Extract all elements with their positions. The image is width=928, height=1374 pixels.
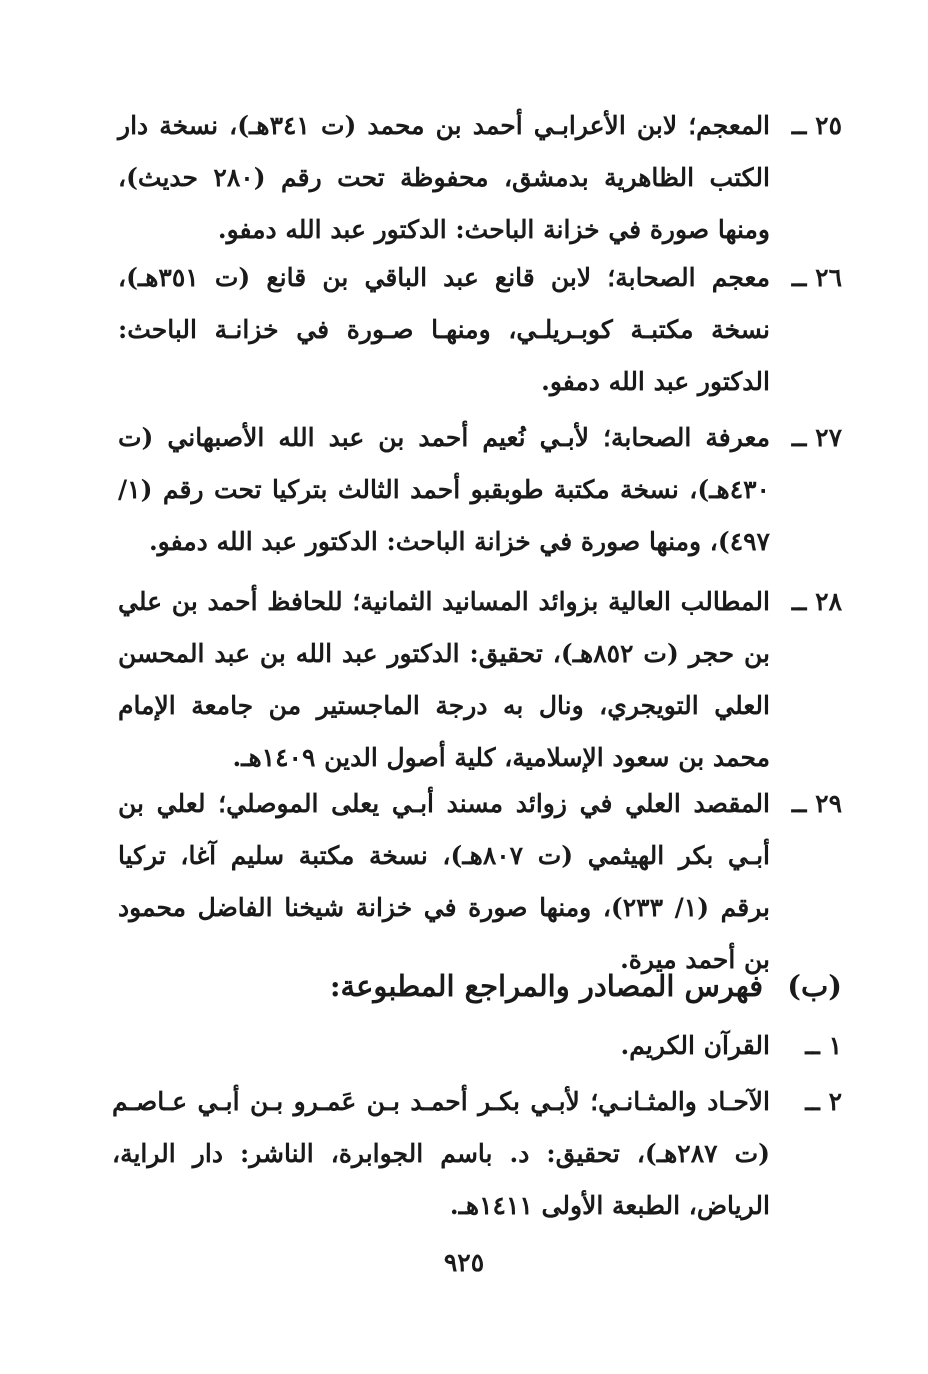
list-item [118,252,842,408]
entry-text: الآحـاد والمثـانـي؛ لأبـي بكـر أحمـد بـن عَمـرو بـن أبـي عـاصـم (ت ٢٨٧هـ)، تحقيق: د. باسم الجوابرة، الناشر: دار الراية، الرياض، الطبعة الأولى ١٤١١هـ. [112,1087,770,1220]
entry-number: ٢٧ ــ [791,423,842,452]
page-number: ٩٢٥ [443,1248,485,1277]
entry-number: ٢٥ ــ [791,111,842,140]
section-label: (ب) [787,969,842,1003]
entry-text: معرفة الصحابة؛ لأبـي نُعيم أحمد بن عبد الله الأصبهاني (ت ٤٣٠هـ)، نسخة مكتبة طوبقبو أحمد الثالث بتركيا تحت رقم (١/ ٤٩٧)، ومنها صورة في خزانة الباحث: الدكتور عبد الله دمفو. [118,423,770,556]
list-item [118,1020,842,1072]
section-heading [118,960,842,1012]
list-item [118,412,842,568]
list-item [112,1076,842,1232]
entry-text: المقصد العلي في زوائد مسند أبـي يعلى الموصلي؛ لعلي بن أبـي بكر الهيثمي (ت ٨٠٧هـ)، نسخة مكتبة سليم آغا، تركيا برقم (١/ ٢٣٣)، ومنها صورة في خزانة شيخنا الفاضل محمود بن أحمد ميرة. [118,789,771,974]
entry-number: ٢٩ ــ [791,789,842,818]
entry-text: المطالب العالية بزوائد المسانيد الثمانية؛ للحافظ أحمد بن علي بن حجر (ت ٨٥٢هـ)، تحقيق: الدكتور عبد الله بن عبد المحسن العلي التويجري، ونال به درجة الماجستير من جامعة الإمام محمد بن سعود الإسلامية، كلية أصول الدين ١٤٠٩هـ. [118,587,770,772]
section-title: فهرس المصادر والمراجع المطبوعة: [329,969,764,1003]
list-item [118,576,842,784]
entry-text: معجم الصحابة؛ لابن قانع عبد الباقي بن قانع (ت ٣٥١هـ)، نسخة مكتبـة كوبـريلـي، ومنهـا صـورة في خزانـة الباحث: الدكتور عبد الله دمفو. [118,263,770,396]
entry-text: المعجم؛ لابن الأعرابـي أحمد بن محمد (ت ٣٤١هـ)، نسخة دار الكتب الظاهرية بدمشق، محفوظة تحت رقم (٢٨٠ حديث)، ومنها صورة في خزانة الباحث: الدكتور عبد الله دمفو. [118,111,771,244]
list-item [118,778,842,986]
entry-text: القرآن الكريم. [620,1031,770,1060]
entry-number: ٢٦ ــ [791,263,842,292]
list-item [118,100,842,256]
entry-number: ١ ــ [805,1031,842,1060]
entry-number: ٢ ــ [805,1087,842,1116]
entry-number: ٢٨ ــ [791,587,842,616]
